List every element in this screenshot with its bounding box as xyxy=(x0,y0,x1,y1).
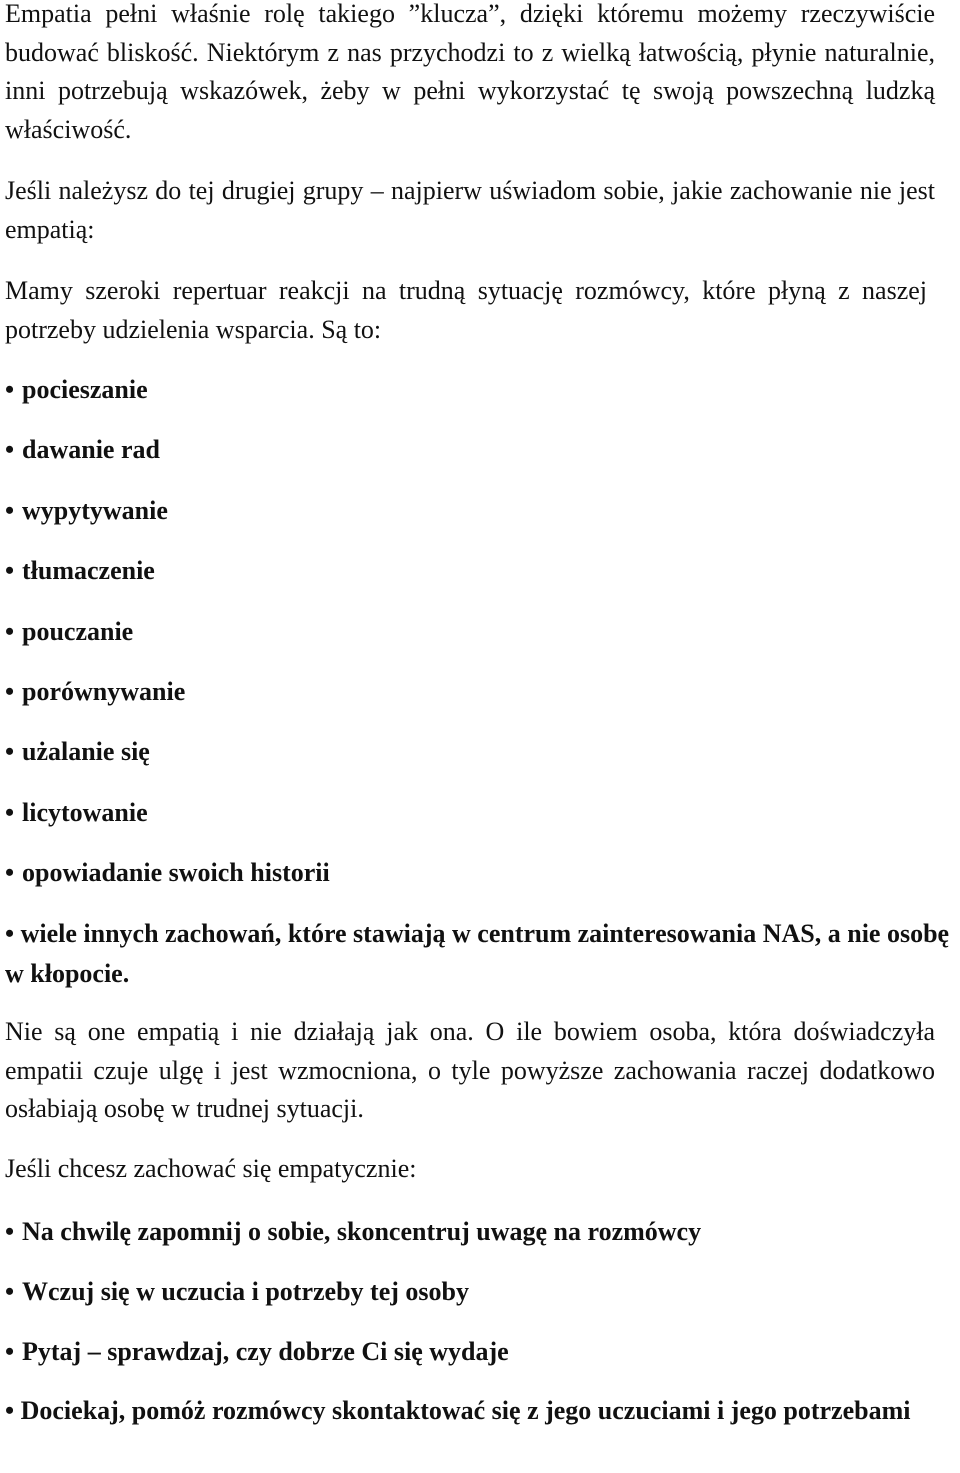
bullet-icon: • xyxy=(5,1217,15,1246)
bullet-icon: • xyxy=(5,1277,15,1306)
bullet-icon: • xyxy=(5,375,15,404)
list-item: • wiele innych zachowań, które stawiają w centrum zainteresowania NAS, a nie osobę w kłopocie. xyxy=(5,918,950,988)
list-item: • użalanie się xyxy=(5,732,957,772)
list-item: • pocieszanie xyxy=(5,370,957,410)
list-item: • Na chwilę zapomnij o sobie, skoncentruj uwagę na rozmówcy xyxy=(5,1212,957,1252)
list-not-empathy xyxy=(5,370,957,1014)
list-item: • dawanie rad xyxy=(5,430,957,470)
list-item: • Wczuj się w uczucia i potrzeby tej osoby xyxy=(5,1272,957,1312)
paragraph-how-to: Jeśli chcesz zachować się empatycznie: xyxy=(5,1154,417,1183)
bullet-icon: • xyxy=(5,858,15,888)
list-item: • pouczanie xyxy=(5,612,957,652)
paragraph-repertoire: Mamy szeroki repertuar reakcji na trudną sytuację rozmówcy, które płyną z naszej potrzeby udzielenia wsparcia. Są to: xyxy=(5,276,927,344)
list-item: • tłumaczenie xyxy=(5,551,957,591)
bullet-icon: • xyxy=(5,676,15,706)
list-item: • licytowanie xyxy=(5,793,957,833)
list-item: • wypytywanie xyxy=(5,491,957,531)
bullet-icon: • xyxy=(5,918,15,948)
paragraph-not-empathy: Nie są one empatią i nie działają jak ona. O ile bowiem osoba, która doświadczyła empatii czuje ulgę i jest wzmocniona, o tyle powyższe zachowania raczej dodatkowo osłabiają osobę w trudnej sytuacji. xyxy=(5,1017,935,1124)
list-item: • porównywanie xyxy=(5,672,957,712)
bullet-icon: • xyxy=(5,797,15,827)
bullet-icon: • xyxy=(5,1337,15,1366)
bullet-icon: • xyxy=(5,737,15,767)
bullet-icon: • xyxy=(5,495,15,525)
bullet-icon: • xyxy=(5,1396,15,1425)
bullet-icon: • xyxy=(5,556,15,586)
list-item: • opowiadanie swoich historii xyxy=(5,853,957,893)
paragraph-second-group: Jeśli należysz do tej drugiej grupy – najpierw uświadom sobie, jakie zachowanie nie jest empatią: xyxy=(5,176,935,244)
bullet-icon: • xyxy=(5,435,15,465)
list-item: • Pytaj – sprawdzaj, czy dobrze Ci się wydaje xyxy=(5,1332,957,1372)
list-empathy xyxy=(5,1212,957,1450)
paragraph-intro: Empatia pełni właśnie rolę takiego ”klucza”, dzięki któremu możemy rzeczywiście budować bliskość. Niektórym z nas przychodzi to z wielką łatwością, płynie naturalnie, inni potrzebują wskazówek, żeby w pełni wykorzystać tę swoją powszechną ludzką właściwość. xyxy=(5,0,935,144)
list-item: • Dociekaj, pomóż rozmówcy skontaktować się z jego uczuciami i jego potrzebami xyxy=(5,1396,911,1425)
bullet-icon: • xyxy=(5,616,15,646)
